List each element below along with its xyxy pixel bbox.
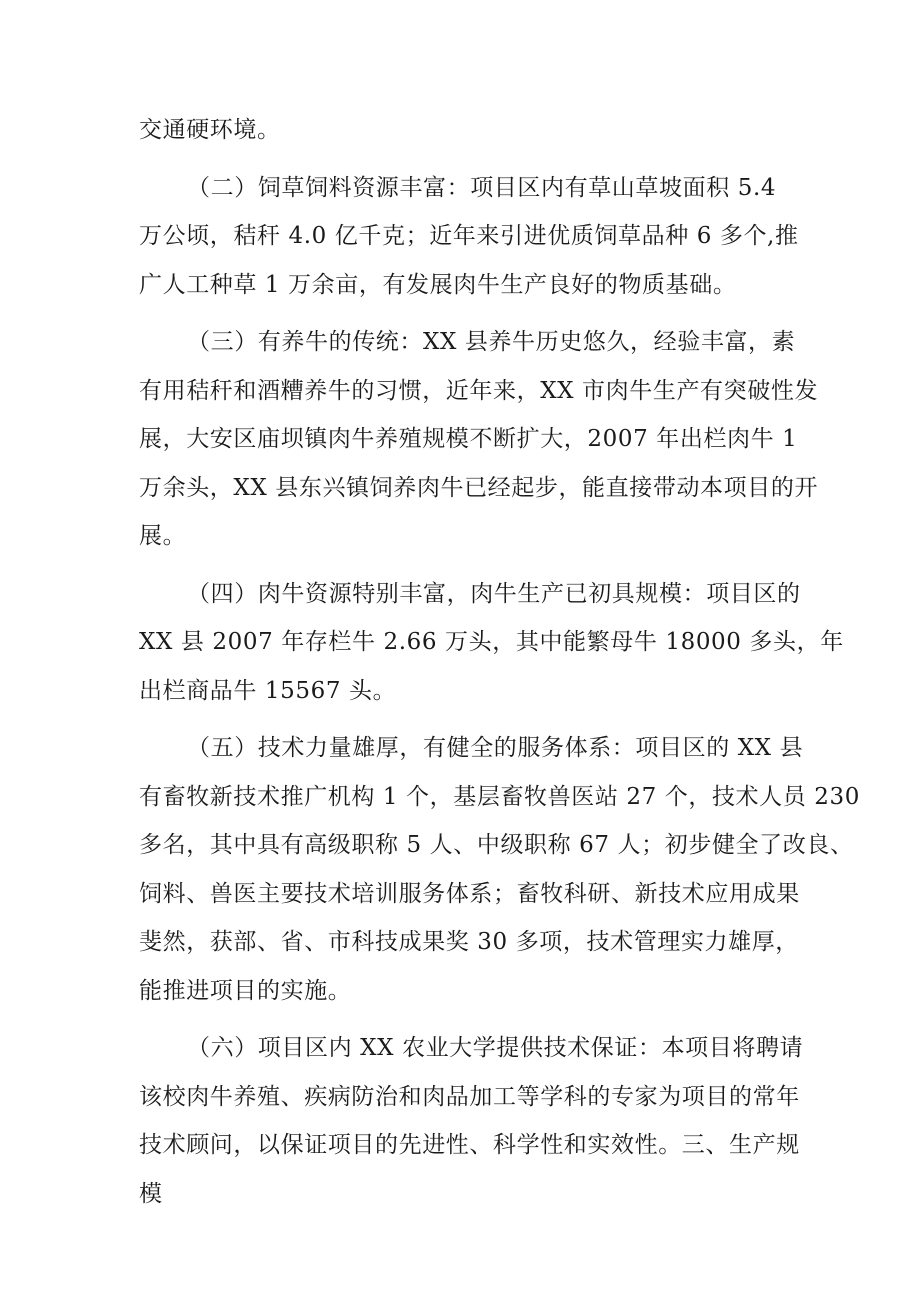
text-line: （四）肉牛资源特别丰富，肉牛生产已初具规模：项目区的 (187, 580, 801, 607)
text-line: （三）有养牛的传统：XX 县养牛历史悠久，经验丰富，素 (187, 329, 796, 355)
text-line: 多名，其中具有高级职称 5 人、中级职称 67 人；初步健全了改良、 (139, 832, 854, 858)
paragraph-transport-continued (139, 106, 791, 155)
text-line: （五）技术力量雄厚，有健全的服务体系：项目区的 XX 县 (187, 735, 804, 761)
text-line: 展，大安区庙坝镇肉牛养殖规模不断扩大，2007 年出栏肉牛 1 (139, 426, 798, 452)
text-line: 能推进项目的实施。 (139, 977, 352, 1004)
paragraph-technical-strength (139, 724, 860, 1015)
text-line: （二）饲草饲料资源丰富：项目区内有草山草坡面积 5.4 (187, 174, 777, 201)
text-line: （六）项目区内 XX 农业大学提供技术保证：本项目将聘请 (187, 1035, 804, 1061)
text-line: 出栏商品牛 15567 头。 (139, 677, 397, 704)
text-line: 模 (139, 1180, 163, 1207)
text-line: 交通硬环境。 (139, 117, 281, 143)
text-line: 技术顾问，以保证项目的先进性、科学性和实效性。三、生产规 (139, 1132, 800, 1158)
paragraph-cattle-tradition (139, 318, 819, 561)
text-line: 饲料、兽医主要技术培训服务体系；畜牧科研、新技术应用成果 (139, 880, 800, 907)
paragraph-university-support (139, 1024, 804, 1218)
paragraph-cattle-resources (139, 570, 844, 716)
text-line: 展。 (139, 523, 187, 549)
text-line: 万公顷，秸秆 4.0 亿千克；近年来引进优质饲草品种 6 多个,推 (139, 223, 799, 249)
text-line: 万余头，XX 县东兴镇饲养肉牛已经起步，能直接带动本项目的开 (139, 474, 819, 501)
text-line: 有用秸秆和酒糟养牛的习惯，近年来，XX 市肉牛生产有突破性发 (139, 377, 819, 404)
text-line: XX 县 2007 年存栏牛 2.66 万头，其中能繁母牛 18000 多头，年 (139, 629, 844, 655)
text-line: 有畜牧新技术推广机构 1 个，基层畜牧兽医站 27 个，技术人员 230 (139, 783, 860, 810)
text-line: 广人工种草 1 万余亩，有发展肉牛生产良好的物质基础。 (139, 271, 737, 298)
text-line: 该校肉牛养殖、疾病防治和肉品加工等学科的专家为项目的常年 (139, 1083, 800, 1110)
document-body (139, 106, 860, 1227)
paragraph-forage-resources (139, 164, 799, 310)
text-line: 斐然，获部、省、市科技成果奖 30 多项，技术管理实力雄厚， (139, 929, 799, 955)
